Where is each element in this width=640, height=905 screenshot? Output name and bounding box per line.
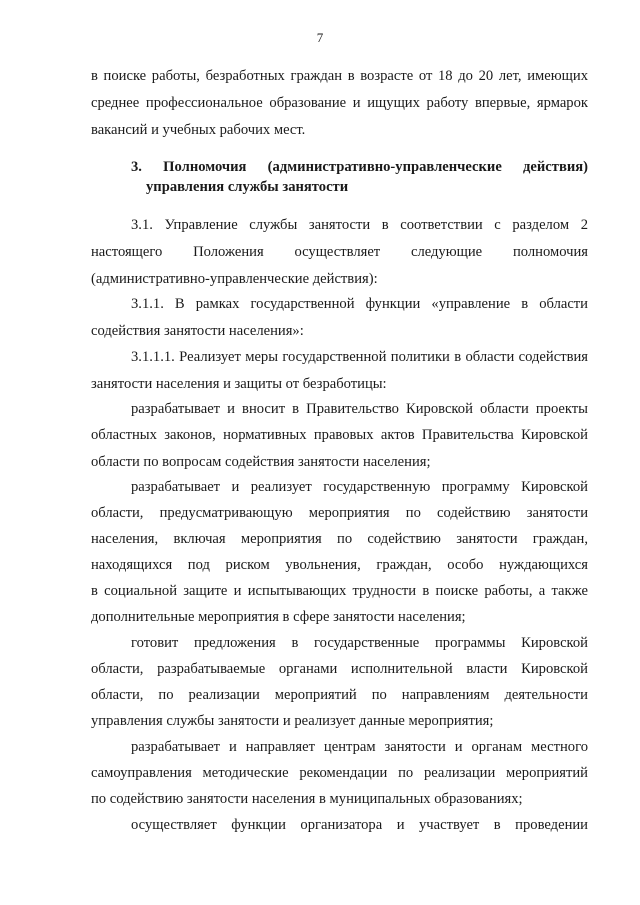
text-line: области по вопросам содействия занятости населения; [91,454,431,470]
text-line: (административно-управленческие действия): [91,271,378,287]
text-line: среднее профессиональное образование и ищущих работу впервые, ярмарок [91,95,588,111]
text-line: дополнительные мероприятия в сфере занятости населения; [91,609,466,625]
text-line: 3.1.1. В рамках государственной функции «управление в области [131,296,588,312]
text-line: областных законов, нормативных правовых актов Правительства Кировской [91,427,588,443]
text-line: разрабатывает и реализует государственную программу Кировской [131,479,588,495]
text-line: 3.1. Управление службы занятости в соответствии с разделом 2 [131,217,588,233]
text-line: готовит предложения в государственные программы Кировской [131,635,588,651]
text-line: осуществляет функции организатора и участвует в проведении [131,817,588,833]
text-line: самоуправления методические рекомендации по реализации мероприятий [91,765,588,781]
section-heading: 3. Полномочия (административно-управленческие действия) [131,159,588,175]
text-line: 3.1.1.1. Реализует меры государственной политики в области содействия [131,349,588,365]
text-line: разрабатывает и вносит в Правительство Кировской области проекты [131,401,588,417]
text-line: в социальной защите и испытывающих трудности в поиске работы, а также [91,583,588,599]
text-line: находящихся под риском увольнения, граждан, особо нуждающихся [91,557,588,573]
text-line: настоящего Положения осуществляет следующие полномочия [91,244,588,260]
text-line: населения, включая мероприятия по содействию занятости граждан, [91,531,588,547]
text-line: по содействию занятости населения в муниципальных образованиях; [91,791,523,807]
text-line: области, разрабатываемые органами исполнительной власти Кировской [91,661,588,677]
section-heading: управления службы занятости [146,179,349,195]
text-line: области, по реализации мероприятий по направлениям деятельности [91,687,588,703]
text-line: области, предусматривающую мероприятия по содействию занятости [91,505,588,521]
page-number: 7 [316,30,324,45]
text-line: разрабатывает и направляет центрам занятости и органам местного [131,739,588,755]
text-line: занятости населения и защиты от безработицы: [91,376,387,392]
text-line: управления службы занятости и реализует данные мероприятия; [91,713,494,729]
text-line: в поиске работы, безработных граждан в возрасте от 18 до 20 лет, имеющих [91,68,588,84]
text-line: вакансий и учебных рабочих мест. [91,122,306,138]
text-line: содействия занятости населения»: [91,323,304,339]
